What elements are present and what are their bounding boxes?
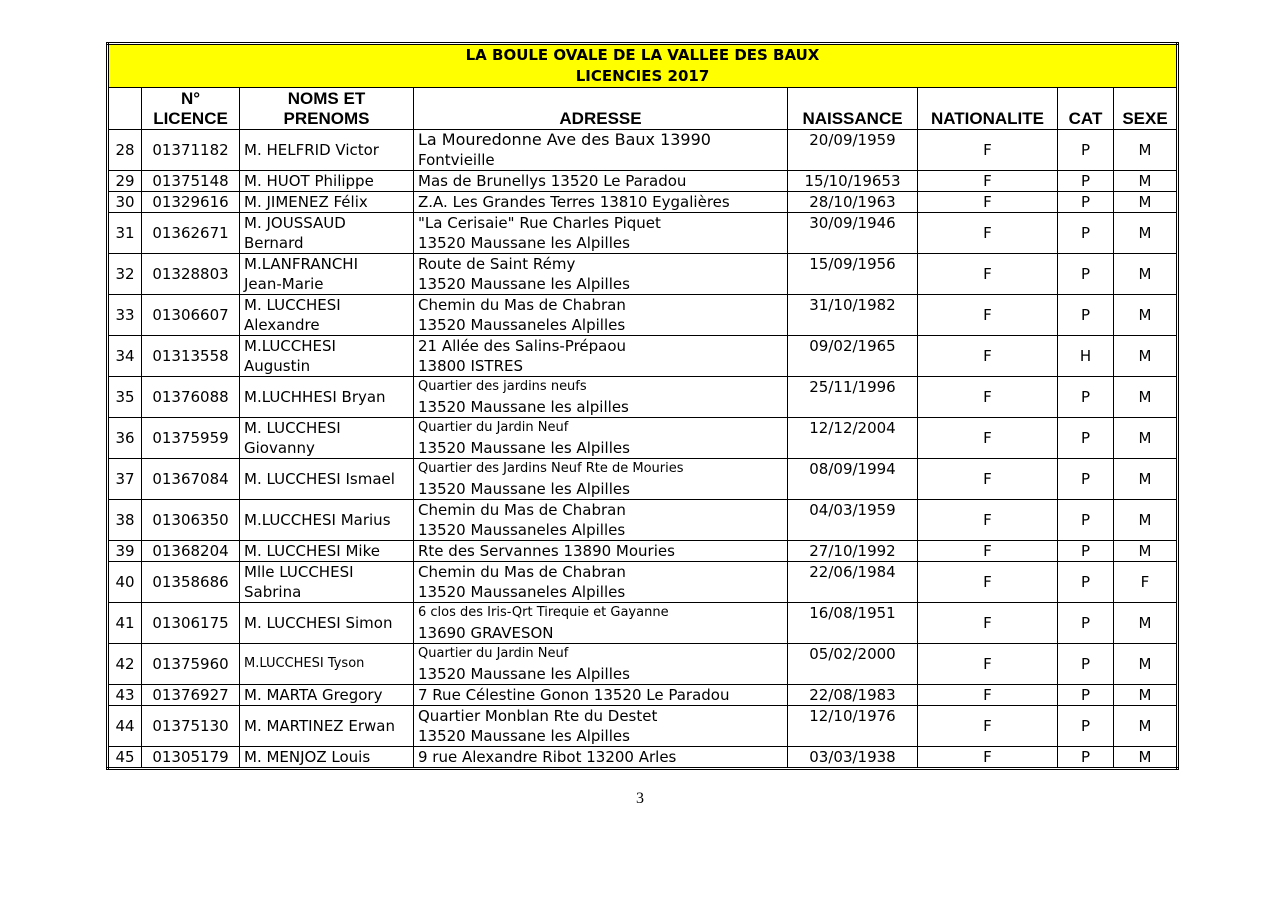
table-row [108,541,1178,562]
sex: M [1114,747,1178,769]
address-line1: 9 rue Alexandre Ribot 13200 Arles [418,748,677,766]
sex: M [1114,685,1178,706]
member-name-line2: Bernard [244,234,304,252]
category: P [1058,562,1114,603]
table-row [108,459,1178,500]
address-line1: 7 Rue Célestine Gonon 13520 Le Paradou [418,686,730,704]
category: P [1058,500,1114,541]
address-line2: 13520 Maussane les Alpilles [418,727,630,745]
sex: M [1114,213,1178,254]
table-row [108,562,1178,603]
nationality: F [918,562,1058,603]
table-row [108,603,1178,644]
member-name [240,500,414,541]
table-row [108,706,1178,747]
address-line2: 13520 Maussane les Alpilles [418,439,630,457]
address-line2: 13520 Maussane les Alpilles [418,234,630,252]
address-line2: 13520 Maussane les alpilles [418,398,629,416]
address-line1: Chemin du Mas de Chabran [418,296,626,314]
birth-date: 15/10/19653 [788,171,918,192]
member-name-line1: M. LUCCHESI Ismael [244,470,395,488]
member-address [414,192,788,213]
category: P [1058,213,1114,254]
category: P [1058,644,1114,685]
category: H [1058,336,1114,377]
address-line2: Fontvieille [418,151,495,169]
table-row [108,418,1178,459]
category: P [1058,295,1114,336]
member-address [414,685,788,706]
row-number: 34 [108,336,142,377]
member-name-line2: Alexandre [244,316,320,334]
address-line1: La Mouredonne Ave des Baux 13990 [418,130,711,149]
row-number: 37 [108,459,142,500]
nationality: F [918,336,1058,377]
category: P [1058,192,1114,213]
nationality: F [918,254,1058,295]
member-name [240,747,414,769]
birth-date: 30/09/1946 [788,213,918,254]
birth-date: 08/09/1994 [788,459,918,500]
table-row [108,213,1178,254]
birth-date: 12/12/2004 [788,418,918,459]
address-line1: Mas de Brunellys 13520 Le Paradou [418,172,687,190]
member-name [240,562,414,603]
address-line1: Quartier des jardins neufs [418,379,587,394]
header-names-line1: NOMS ET [287,89,366,108]
licence-roster-sheet [106,42,1176,770]
category: P [1058,171,1114,192]
member-address [414,254,788,295]
address-line1: "La Cerisaie" Rue Charles Piquet [418,214,661,232]
row-number: 35 [108,377,142,418]
header-licence-line1: N° [180,89,201,108]
member-name [240,130,414,171]
member-address [414,377,788,418]
sex: M [1114,254,1178,295]
member-name [240,192,414,213]
member-address [414,418,788,459]
header-cat: CAT [1058,88,1114,130]
birth-date: 09/02/1965 [788,336,918,377]
licence-number: 01376088 [142,377,240,418]
member-name [240,644,414,685]
member-name [240,254,414,295]
birth-date: 31/10/1982 [788,295,918,336]
member-name-line1: M.LANFRANCHI [244,255,358,273]
birth-date: 05/02/2000 [788,644,918,685]
sex: M [1114,706,1178,747]
category: P [1058,418,1114,459]
row-number: 41 [108,603,142,644]
header-address: ADRESSE [414,88,788,130]
table-row [108,685,1178,706]
licence-number: 01368204 [142,541,240,562]
sex: M [1114,171,1178,192]
licence-number: 01358686 [142,562,240,603]
sex: M [1114,295,1178,336]
member-name [240,377,414,418]
sex: M [1114,336,1178,377]
member-name-line1: M.LUCCHESI Tyson [244,656,365,671]
page-number: 3 [636,790,644,807]
member-name-line1: M.LUCCHESI Marius [244,511,391,529]
licence-number: 01375148 [142,171,240,192]
member-name-line1: M. JIMENEZ Félix [244,193,368,211]
header-licence-line2: LICENCE [153,109,228,128]
category: P [1058,603,1114,644]
licence-number: 01305179 [142,747,240,769]
member-name [240,459,414,500]
row-number: 31 [108,213,142,254]
member-address [414,500,788,541]
birth-date: 03/03/1938 [788,747,918,769]
row-number: 29 [108,171,142,192]
member-address [414,747,788,769]
birth-date: 25/11/1996 [788,377,918,418]
sex: M [1114,377,1178,418]
sex: M [1114,418,1178,459]
address-line1: Chemin du Mas de Chabran [418,501,626,519]
table-title [108,44,1178,88]
member-address [414,213,788,254]
licence-number: 01329616 [142,192,240,213]
birth-date: 12/10/1976 [788,706,918,747]
category: P [1058,706,1114,747]
category: P [1058,541,1114,562]
member-name [240,213,414,254]
address-line2: 13520 Maussaneles Alpilles [418,583,626,601]
birth-date: 20/09/1959 [788,130,918,171]
member-address [414,459,788,500]
sex: F [1114,562,1178,603]
table-row [108,500,1178,541]
address-line1: Quartier Monblan Rte du Destet [418,707,658,725]
nationality: F [918,459,1058,500]
row-number: 32 [108,254,142,295]
member-address [414,706,788,747]
member-address [414,336,788,377]
member-name-line2: Augustin [244,357,311,375]
address-line2: 13520 Maussane les Alpilles [418,480,630,498]
row-number: 38 [108,500,142,541]
address-line1: Quartier du Jardin Neuf [418,646,569,661]
member-name [240,706,414,747]
member-name-line1: M. MENJOZ Louis [244,748,371,766]
row-number: 33 [108,295,142,336]
address-line1: Chemin du Mas de Chabran [418,563,626,581]
member-name [240,541,414,562]
row-number: 43 [108,685,142,706]
member-name [240,418,414,459]
member-address [414,644,788,685]
address-line1: Quartier du Jardin Neuf [418,420,569,435]
address-line2: 13800 ISTRES [418,357,524,375]
birth-date: 27/10/1992 [788,541,918,562]
birth-date: 22/06/1984 [788,562,918,603]
member-address [414,603,788,644]
address-line1: 21 Allée des Salins-Prépaou [418,337,627,355]
address-line1: Quartier des Jardins Neuf Rte de Mouries [418,461,684,476]
table-row [108,171,1178,192]
member-name-line1: M. HUOT Philippe [244,172,374,190]
member-name [240,603,414,644]
sex: M [1114,130,1178,171]
nationality: F [918,747,1058,769]
member-name [240,336,414,377]
member-name-line1: M.LUCHHESI Bryan [244,388,386,406]
sex: M [1114,603,1178,644]
column-header-row [108,88,1178,130]
row-number: 28 [108,130,142,171]
birth-date: 16/08/1951 [788,603,918,644]
nationality: F [918,377,1058,418]
member-name [240,171,414,192]
licence-number: 01376927 [142,685,240,706]
row-number: 39 [108,541,142,562]
member-name [240,685,414,706]
category: P [1058,254,1114,295]
sex: M [1114,459,1178,500]
header-birth: NAISSANCE [788,88,918,130]
address-line2: 13520 Maussane les Alpilles [418,665,630,683]
member-address [414,171,788,192]
licence-number: 01375960 [142,644,240,685]
sex: M [1114,644,1178,685]
nationality: F [918,541,1058,562]
birth-date: 04/03/1959 [788,500,918,541]
row-number: 42 [108,644,142,685]
address-line1: 6 clos des Iris-Qrt Tirequie et Gayanne [418,605,669,620]
roster-body [108,130,1178,769]
header-names-line2: PRENOMS [283,109,370,128]
member-name-line1: M. HELFRID Victor [244,141,379,159]
licence-number: 01371182 [142,130,240,171]
category: P [1058,459,1114,500]
member-address [414,541,788,562]
member-name-line1: M. LUCCHESI [244,296,341,314]
category: P [1058,130,1114,171]
licence-number: 01375959 [142,418,240,459]
nationality: F [918,192,1058,213]
row-number: 44 [108,706,142,747]
licence-number: 01313558 [142,336,240,377]
table-row [108,130,1178,171]
birth-date: 15/09/1956 [788,254,918,295]
header-row-number [108,88,142,130]
nationality: F [918,644,1058,685]
licence-roster-table [106,42,1179,770]
table-row [108,336,1178,377]
member-address [414,295,788,336]
licence-number: 01306175 [142,603,240,644]
row-number: 30 [108,192,142,213]
table-row [108,192,1178,213]
category: P [1058,685,1114,706]
member-name-line2: Sabrina [244,583,302,601]
row-number: 36 [108,418,142,459]
sex: M [1114,541,1178,562]
header-licence [142,88,240,130]
address-line1: Route de Saint Rémy [418,255,576,273]
licence-number: 01328803 [142,254,240,295]
nationality: F [918,418,1058,459]
birth-date: 22/08/1983 [788,685,918,706]
header-nationality: NATIONALITE [918,88,1058,130]
title-club-name: LA BOULE OVALE DE LA VALLEE DES BAUX [465,46,820,64]
table-row [108,295,1178,336]
member-address [414,562,788,603]
nationality: F [918,500,1058,541]
member-name-line1: M. LUCCHESI Mike [244,542,380,560]
birth-date: 28/10/1963 [788,192,918,213]
category: P [1058,377,1114,418]
nationality: F [918,213,1058,254]
address-line2: 13520 Maussaneles Alpilles [418,316,626,334]
header-names [240,88,414,130]
address-line1: Z.A. Les Grandes Terres 13810 Eygalières [418,193,730,211]
member-name-line1: M. MARTINEZ Erwan [244,717,395,735]
nationality: F [918,603,1058,644]
nationality: F [918,130,1058,171]
header-sex: SEXE [1114,88,1178,130]
title-season: LICENCIES 2017 [575,67,710,85]
member-name-line1: Mlle LUCCHESI [244,563,354,581]
table-row [108,747,1178,769]
licence-number: 01306607 [142,295,240,336]
member-name-line1: M. LUCCHESI [244,419,341,437]
member-name-line2: Giovanny [244,439,315,457]
licence-number: 01375130 [142,706,240,747]
licence-number: 01367084 [142,459,240,500]
row-number: 40 [108,562,142,603]
address-line1: Rte des Servannes 13890 Mouries [418,542,675,560]
row-number: 45 [108,747,142,769]
member-name-line1: M.LUCCHESI [244,337,336,355]
sex: M [1114,192,1178,213]
table-row [108,254,1178,295]
address-line2: 13520 Maussane les Alpilles [418,275,630,293]
nationality: F [918,685,1058,706]
member-address [414,130,788,171]
licence-number: 01306350 [142,500,240,541]
table-row [108,644,1178,685]
member-name-line1: M. JOUSSAUD [244,214,346,232]
member-name [240,295,414,336]
nationality: F [918,295,1058,336]
category: P [1058,747,1114,769]
sex: M [1114,500,1178,541]
nationality: F [918,171,1058,192]
member-name-line1: M. MARTA Gregory [244,686,383,704]
address-line2: 13690 GRAVESON [418,624,554,642]
table-row [108,377,1178,418]
member-name-line1: M. LUCCHESI Simon [244,614,393,632]
address-line2: 13520 Maussaneles Alpilles [418,521,626,539]
licence-number: 01362671 [142,213,240,254]
member-name-line2: Jean-Marie [244,275,324,293]
nationality: F [918,706,1058,747]
